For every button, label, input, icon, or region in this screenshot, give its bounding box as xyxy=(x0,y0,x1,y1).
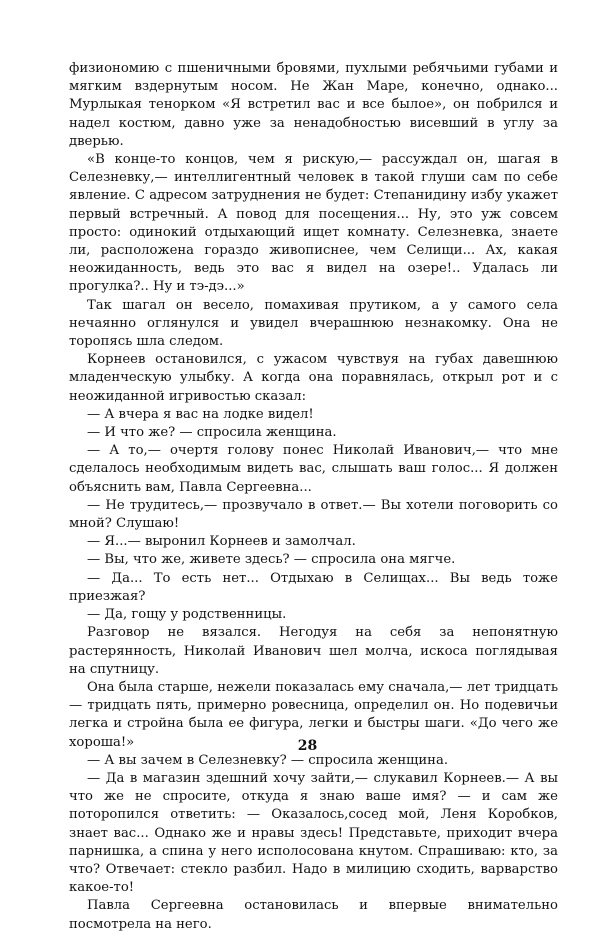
paragraph: Павла Сергеевна остановилась и впервые внимательно посмотрела на него. xyxy=(69,898,558,932)
dialogue-line: — Не трудитесь,— прозвучало в ответ.— Вы хотели поговорить со мной? Слушаю! xyxy=(69,497,558,532)
paragraph: Корнеев остановился, с ужасом чувствуя на губах давешнюю младенческую улыбку. А когда она поравнялась, открыл рот и с неожиданной игривостью сказал: xyxy=(69,352,558,404)
dialogue-line: — Да... То есть нет... Отдыхаю в Селищах... Вы ведь тоже приезжая? xyxy=(69,570,558,604)
dialogue-line: — А то,— очертя голову понес Николай Иванович,— что мне сделалось необходимым видеть вас, слышать ваш голос... Я должен объяснить вам, Павла Сергеевна... xyxy=(69,443,558,495)
paragraph: «В конце-то концов, чем я рискую,— рассуждал он, шагая в Селезневку,— интеллигентный человек в такой глуши сам по себе явление. С адресом затруднения не будет: Степанидину избу укажет первый встречный. А повод для посещения... Ну, это уж совсем просто: одинокий отдыхающий ищет комнату. Селезневка, знаете ли, расположена гораздо живописнее, чем Селищи... Ах, какая неожиданность, ведь это вас я видел на озере!.. Удалась ли прогулка?.. Ну и тэ-дэ...» xyxy=(69,152,558,295)
dialogue-line: — Вы, что же, живете здесь? — спросила она мягче. xyxy=(87,552,456,568)
paragraph: Разговор не вязался. Негодуя на себя за непонятную растерянность, Николай Иванович шел молча, искоса поглядывая на спутницу. xyxy=(69,625,558,677)
dialogue-line: — И что же? — спросила женщина. xyxy=(87,425,337,441)
dialogue-line: — Да, гощу у родственницы. xyxy=(87,607,287,623)
dialogue-line: — А вы зачем в Селезневку? — спросила женщина. xyxy=(87,752,449,768)
dialogue-line: — А вчера я вас на лодке видел! xyxy=(87,406,314,422)
dialogue-line: — Я...— выронил Корнеев и замолчал. xyxy=(87,534,356,550)
paragraph: Так шагал он весело, помахивая прутиком, а у самого села нечаянно оглянулся и увидел вчерашнюю незнакомку. Она не торопясь шла следом. xyxy=(69,297,558,350)
page-text xyxy=(69,60,558,934)
dialogue-line: — Да в магазин здешний хочу зайти,— слукавил Корнеев.— А вы что же не спросите, откуда я знаю ваше имя? — и сам же поторопился ответить: — Оказалось,сосед мой, Леня Коробков, знает вас... Однако же и нравы здесь! Представьте, приходит вчера парнишка, а спина у него исполосована кнутом. Спрашиваю: кто, за что? Отвечает: стекло разбил. Надо в милицию сходить, варварство какое-то! xyxy=(69,770,558,896)
paragraph: физиономию с пшеничными бровями, пухлыми ребячьими губами и мягким вздернутым носом. Не Жан Маре, конечно, однако... Мурлыкая тенорком «Я встретил вас и все былое», он побрился и надел костюм, давно уже за ненадобностью висевший в углу за дверью. xyxy=(69,61,558,149)
page-number: 28 xyxy=(297,738,318,754)
paragraph: Она была старше, нежели показалась ему сначала,— лет тридцать — тридцать пять, примерно ровесница, определил он. Но подевичьи легка и стройна была ее фигура, легки и быстры шаги. «До чего же хороша!» xyxy=(69,679,558,750)
